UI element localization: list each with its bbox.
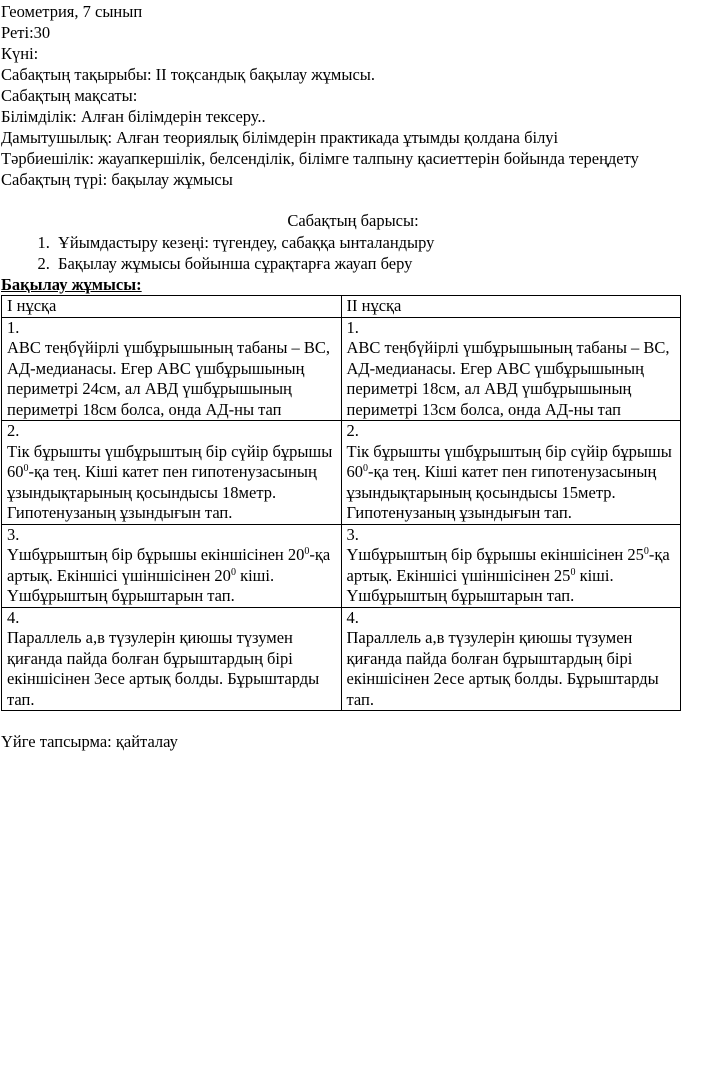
task-text-part: Үшбұрыштың бір бұрышы екіншісінен 20 [7,545,305,564]
degree-sup: 0 [304,546,310,557]
task-text: Параллель а,в түзулерін қиюшы түзумен қиғанда пайда болған бұрыштардың бірі екіншісінен 3есе артық болды. Бұрыштарды тап. [7,628,320,709]
task-number: 2. [346,421,359,440]
degree-sup: 0 [23,463,29,474]
subject-line: Геометрия, 7 сынып [1,2,143,21]
goal-developmental: Дамытушылық: Алған теориялық білімдерін практикада ұтымды қолдана білуі [1,128,559,147]
task-text-part: -қа артық. Екіншісі үшіншісінен 20 [7,545,331,585]
task-number: 1. [7,317,20,337]
task-number: 1. [346,317,359,337]
table-cell [2,317,342,421]
table-cell [341,607,681,711]
topic-line: Сабақтың тақырыбы: ІІ тоқсандық бақылау жұмысы. [1,65,375,84]
task-number: 3. [7,524,20,544]
task-number: 4. [7,607,20,627]
goal-upbringing: Тәрбиешілік: жауапкершілік, белсенділік, білімге талпыну қасиеттерін бойында тереңдету [1,149,639,168]
variant-2-header: ІІ нұсқа [341,296,681,318]
progress-steps [1,232,704,274]
task-text-part: Тік бұрышты үшбұрыштың бір сүйір бұрышы 60 [346,441,672,481]
table-header-row [2,296,681,318]
control-work-title: Бақылау жұмысы: [1,275,142,294]
degree-sup: 0 [643,546,649,557]
table-cell [341,524,681,607]
lesson-header [1,1,704,190]
homework-line: Үйге тапсырма: қайталау [1,732,178,751]
goal-educational: Білімділік: Алған білімдерін тексеру.. [1,107,266,126]
lesson-type-line: Сабақтың түрі: бақылау жұмысы [1,170,233,189]
task-text-part: Үшбұрыштың бір бұрышы екіншісінен 25 [346,545,644,564]
table-row [2,421,681,525]
task-text-part: кіші. Үшбұрыштың бұрыштарын тап. [7,565,275,605]
degree-sup: 0 [570,566,576,578]
degree-sup: 0 [363,463,368,474]
table-row [2,317,681,421]
table-row [2,607,681,711]
table-cell [341,317,681,421]
task-number: 2. [7,421,20,440]
progress-step: 1. Ұйымдастыру кезеңі: түгендеу, сабаққа ынталандыру [54,232,704,253]
order-line: Реті:30 [1,23,51,42]
task-number: 4. [346,607,359,627]
goals-title: Сабақтың мақсаты: [1,86,138,105]
task-text-part: -қа тең. Кіші катет пен гипотенузасының ұзындықтарының қосындысы 15метр. Гипотенузаның ұзындығын тап. [346,462,657,522]
table-cell [2,421,342,525]
variant-1-header: І нұсқа [2,296,342,318]
table-cell [2,524,342,607]
task-text: АВС теңбүйірлі үшбұрышының табаны – ВС, АД-медианасы. Егер АВС үшбұрышының периметрі 24см, ал АВД үшбұрышының периметрі 18см болса, онда АД-ны тап [7,338,331,419]
task-text [347,545,676,607]
task-text [7,545,336,607]
progress-title: Сабақтың барысы: [287,211,419,230]
task-text-part: -қа артық. Екіншісі үшіншісінен 25 [346,545,670,585]
date-line: Күні: [1,44,39,63]
degree-sup: 0 [230,566,236,578]
progress-step: 2. Бақылау жұмысы бойынша сұрақтарға жауап беру [54,253,704,274]
task-number: 3. [346,524,359,544]
task-text: АВС теңбүйірлі үшбұрышының табаны – ВС, АД-медианасы. Егер АВС үшбұрышының периметрі 18см, ал АВД үшбұрышының периметрі 13см болса, онда АД-ны тап [346,338,670,419]
task-text-part: -қа тең. Кіші катет пен гипотенузасының ұзындықтарының қосындысы 18метр. Гипотенузаның ұзындығын тап. [7,462,317,522]
table-cell [2,607,342,711]
task-text-part: кіші. Үшбұрыштың бұрыштарын тап. [346,565,614,605]
table-cell [341,421,681,525]
control-work-table [1,295,681,711]
task-text: Параллель а,в түзулерін қиюшы түзумен қиғанда пайда болған бұрыштардың бірі екіншісінен 2есе артық болды. Бұрыштарды тап. [346,628,659,709]
table-row [2,524,681,607]
task-text [7,442,336,524]
task-text [347,442,676,524]
task-text-part: Тік бұрышты үшбұрыштың бір сүйір бұрышы 60 [7,441,333,481]
